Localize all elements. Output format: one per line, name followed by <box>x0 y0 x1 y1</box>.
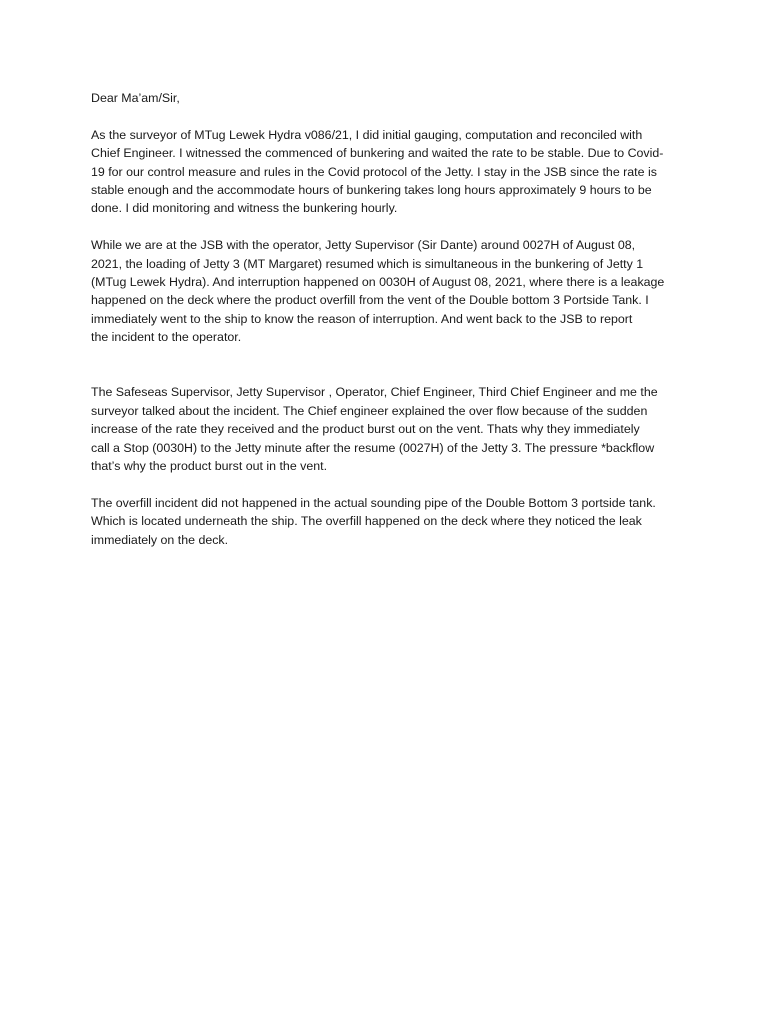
letter-paragraph-2 <box>91 236 708 346</box>
paragraph-line: 2021, the loading of Jetty 3 (MT Margaret) resumed which is simultaneous in the bunkering of Jetty 1 <box>91 256 644 271</box>
paragraph-line: 19 for our control measure and rules in the Covid protocol of the Jetty. I stay in the JSB since the rate is <box>91 164 657 179</box>
paragraph-line: The Safeseas Supervisor, Jetty Supervisor , Operator, Chief Engineer, Third Chief Engineer and me the <box>91 385 658 400</box>
paragraph-line: increase of the rate they received and the product burst out on the vent. Thats why they immediately <box>91 422 640 437</box>
paragraph-line: call a Stop (0030H) to the Jetty minute after the resume (0027H) of the Jetty 3. The pressure *backflow <box>91 440 655 455</box>
paragraph-line: Chief Engineer. I witnessed the commenced of bunkering and waited the rate to be stable. Due to Covid- <box>91 146 664 161</box>
paragraph-line: immediately went to the ship to know the reason of interruption. And went back to the JSB to report <box>91 311 633 326</box>
paragraph-line: Which is located underneath the ship. The overfill happened on the deck where they noticed the leak <box>91 514 642 529</box>
paragraph-line: While we are at the JSB with the operator, Jetty Supervisor (Sir Dante) around 0027H of August 08, <box>91 238 636 253</box>
letter-paragraph-3 <box>91 383 708 475</box>
paragraph-line: stable enough and the accommodate hours of bunkering takes long hours approximately 9 hours to be <box>91 183 652 198</box>
paragraph-line: surveyor talked about the incident. The Chief engineer explained the over flow because of the sudden <box>91 403 648 418</box>
paragraph-line: As the surveyor of MTug Lewek Hydra v086/21, I did initial gauging, computation and reconciled with <box>91 127 643 142</box>
paragraph-line: immediately on the deck. <box>91 532 229 547</box>
letter-salutation: Dear Ma’am/Sir, <box>91 91 180 105</box>
letter-paragraph-1 <box>91 126 708 218</box>
letter-paragraph-4 <box>91 494 708 549</box>
paragraph-line: the incident to the operator. <box>91 330 242 345</box>
paragraph-line: The overfill incident did not happened in the actual sounding pipe of the Double Bottom 3 portside tank. <box>91 495 656 510</box>
paragraph-line: done. I did monitoring and witness the bunkering hourly. <box>91 201 398 216</box>
paragraph-line: (MTug Lewek Hydra). And interruption happened on 0030H of August 08, 2021, where there is a leakage <box>91 275 665 290</box>
paragraph-line: happened on the deck where the product overfill from the vent of the Double bottom 3 Portside Tank. I <box>91 293 649 308</box>
paragraph-line: that’s why the product burst out in the vent. <box>91 459 328 474</box>
